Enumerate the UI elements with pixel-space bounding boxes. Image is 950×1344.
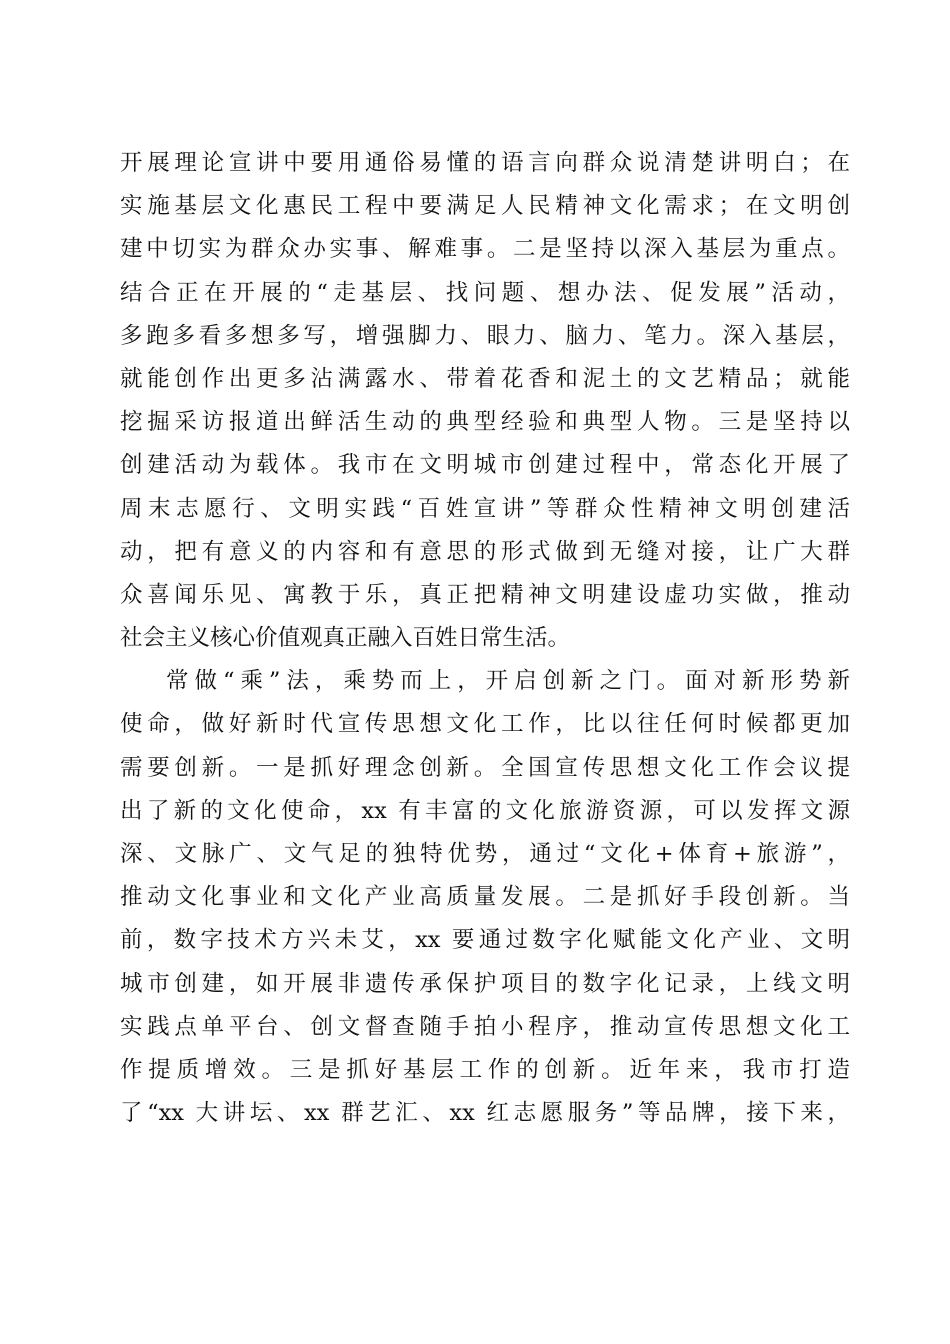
paragraph-line: 就能创作出更多沾满露水、带着花香和泥土的文艺精品；就能 [120,365,850,392]
paragraph-1 [120,142,850,660]
paragraph-line: 出了新的文化使命，xx 有丰富的文化旅游资源，可以发挥文源 [120,797,850,824]
paragraph-line: 多跑多看多想多写，增强脚力、眼力、脑力、笔力。深入基层， [120,322,850,349]
paragraph-line: 推动文化事业和文化产业高质量发展。二是抓好手段创新。当 [120,884,850,911]
paragraph-line: 前，数字技术方兴未艾，xx 要通过数字化赋能文化产业、文明 [120,927,850,954]
paragraph-line: 众喜闻乐见、寓教于乐，真正把精神文明建设虚功实做，推动 [120,581,850,608]
paragraph-line: 开展理论宣讲中要用通俗易懂的语言向群众说清楚讲明白；在 [120,150,850,176]
paragraph-line: 创建活动为载体。我市在文明城市创建过程中，常态化开展了 [120,452,850,479]
document-body [120,142,850,1135]
paragraph-line: 动，把有意义的内容和有意思的形式做到无缝对接，让广大群 [120,538,850,565]
paragraph-line: 实施基层文化惠民工程中要满足人民精神文化需求；在文明创 [120,193,850,220]
paragraph-line: 城市创建，如开展非遗传承保护项目的数字化记录，上线文明 [120,970,850,997]
paragraph-first-line: 常做“乘”法，乘势而上，开启创新之门。面对新形势新 [166,668,850,695]
paragraph-last-line: 社会主义核心价值观真正融入百姓日常生活。 [120,625,571,652]
paragraph-line: 挖掘采访报道出鲜活生动的典型经验和典型人物。三是坚持以 [120,409,850,436]
paragraph-line: 结合正在开展的“走基层、找问题、想办法、促发展”活动， [120,279,850,306]
paragraph-line: 深、文脉广、文气足的独特优势，通过“文化+体育+旅游”， [120,841,850,867]
paragraph-line: 周末志愿行、文明实践“百姓宣讲”等群众性精神文明创建活 [120,495,850,522]
paragraph-line: 需要创新。一是抓好理念创新。全国宣传思想文化工作会议提 [120,754,850,781]
paragraph-line: 实践点单平台、创文督查随手拍小程序，推动宣传思想文化工 [120,1013,850,1040]
paragraph-line: 了“xx 大讲坛、xx 群艺汇、xx 红志愿服务”等品牌，接下来， [120,1100,850,1127]
paragraph-line: 建中切实为群众办实事、解难事。二是坚持以深入基层为重点。 [120,236,850,263]
paragraph-line: 使命，做好新时代宣传思想文化工作，比以往任何时候都更加 [120,711,850,738]
paragraph-line: 作提质增效。三是抓好基层工作的创新。近年来，我市打造 [120,1056,850,1083]
paragraph-2 [120,660,850,1135]
